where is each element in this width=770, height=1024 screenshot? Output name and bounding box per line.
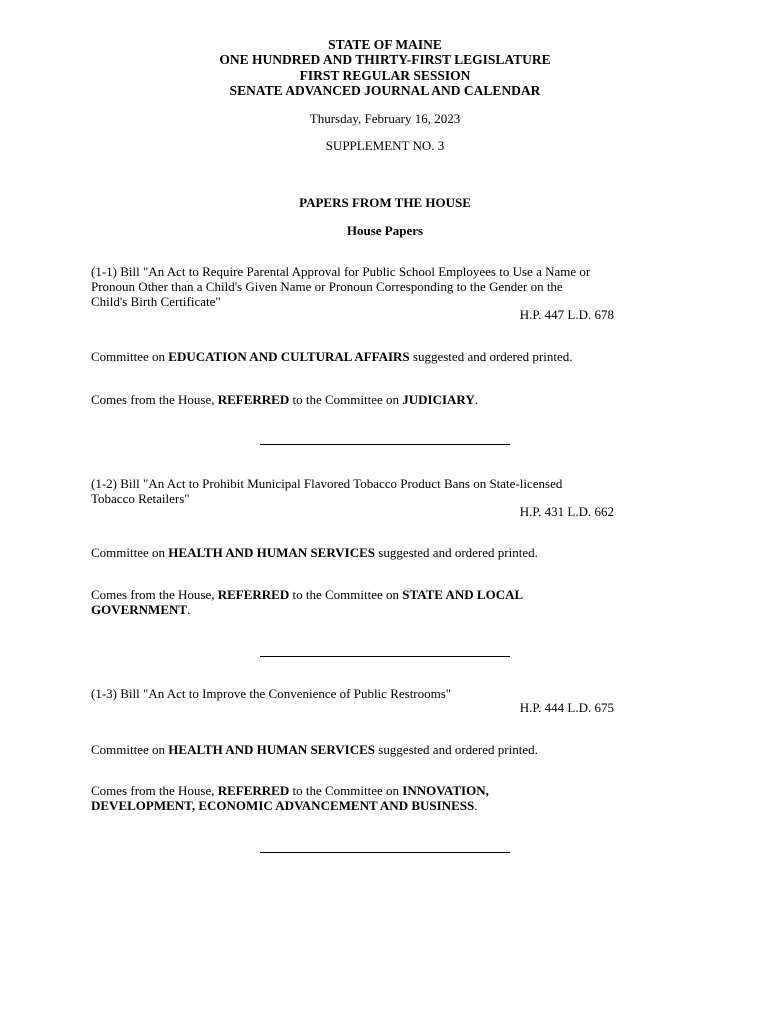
action-referred: REFERRED — [217, 587, 290, 602]
action-suffix: . — [474, 392, 479, 407]
supplement-number: SUPPLEMENT NO. 3 — [325, 138, 445, 153]
referred-committee: GOVERNMENT — [91, 602, 188, 617]
bill-title-line: (1-1) Bill "An Act to Require Parental Approval for Public School Employees to Use a Name or — [91, 264, 591, 279]
action-referred: REFERRED — [217, 392, 290, 407]
bill-reference: H.P. 444 L.D. 675 — [519, 700, 614, 715]
action-prefix: Comes from the House, — [91, 392, 218, 407]
committee-prefix: Committee on — [91, 349, 169, 364]
bill-title-line: Pronoun Other than a Child's Given Name or Pronoun Corresponding to the Gender on the — [91, 279, 563, 294]
header-journal-title: SENATE ADVANCED JOURNAL AND CALENDAR — [229, 82, 541, 98]
bill-reference: H.P. 431 L.D. 662 — [519, 504, 614, 519]
action-middle: to the Committee on — [289, 587, 403, 602]
action-suffix: . — [474, 798, 478, 813]
referred-committee: DEVELOPMENT, ECONOMIC ADVANCEMENT AND BUSINESS — [91, 798, 475, 813]
header-state: STATE OF MAINE — [328, 37, 442, 52]
bill-title — [91, 476, 681, 506]
bill-title-line: Child's Birth Certificate" — [91, 294, 221, 309]
committee-suffix: suggested and ordered printed. — [375, 545, 538, 560]
house-action-line — [91, 587, 681, 617]
bill-title-line: (1-3) Bill "An Act to Improve the Convenience of Public Restrooms" — [91, 686, 452, 701]
action-middle: to the Committee on — [289, 392, 403, 407]
referred-committee: STATE AND LOCAL — [402, 587, 524, 602]
committee-name: EDUCATION AND CULTURAL AFFAIRS — [168, 349, 410, 364]
separator-rule — [260, 444, 510, 445]
separator-rule — [260, 852, 510, 853]
referred-committee: JUDICIARY — [402, 392, 475, 407]
committee-name: HEALTH AND HUMAN SERVICES — [168, 742, 376, 757]
header-session: FIRST REGULAR SESSION — [299, 67, 471, 83]
bill-title — [91, 686, 681, 701]
committee-prefix: Committee on — [91, 545, 169, 560]
committee-line — [91, 742, 681, 757]
committee-name: HEALTH AND HUMAN SERVICES — [168, 545, 376, 560]
action-suffix: . — [187, 602, 191, 617]
bill-title-line: Tobacco Retailers" — [91, 491, 190, 506]
bill-title — [91, 264, 681, 309]
separator-rule — [260, 656, 510, 657]
subsection-title: House Papers — [346, 223, 424, 238]
committee-suffix: suggested and ordered printed. — [375, 742, 538, 757]
document-header — [0, 37, 770, 98]
house-action-line — [91, 392, 681, 407]
action-middle: to the Committee on — [289, 783, 403, 798]
action-referred: REFERRED — [217, 783, 290, 798]
house-action-line — [91, 783, 681, 813]
section-title: PAPERS FROM THE HOUSE — [299, 195, 471, 210]
bill-title-line: (1-2) Bill "An Act to Prohibit Municipal Flavored Tobacco Product Bans on State-licensed — [91, 476, 563, 491]
committee-line — [91, 349, 681, 364]
referred-committee: INNOVATION, — [402, 783, 489, 798]
bill-reference: H.P. 447 L.D. 678 — [519, 307, 614, 322]
committee-prefix: Committee on — [91, 742, 169, 757]
journal-date: Thursday, February 16, 2023 — [309, 111, 461, 126]
header-legislature: ONE HUNDRED AND THIRTY-FIRST LEGISLATURE — [219, 52, 551, 68]
committee-line — [91, 545, 681, 560]
action-prefix: Comes from the House, — [91, 587, 218, 602]
action-prefix: Comes from the House, — [91, 783, 218, 798]
committee-suffix: suggested and ordered printed. — [409, 349, 573, 364]
